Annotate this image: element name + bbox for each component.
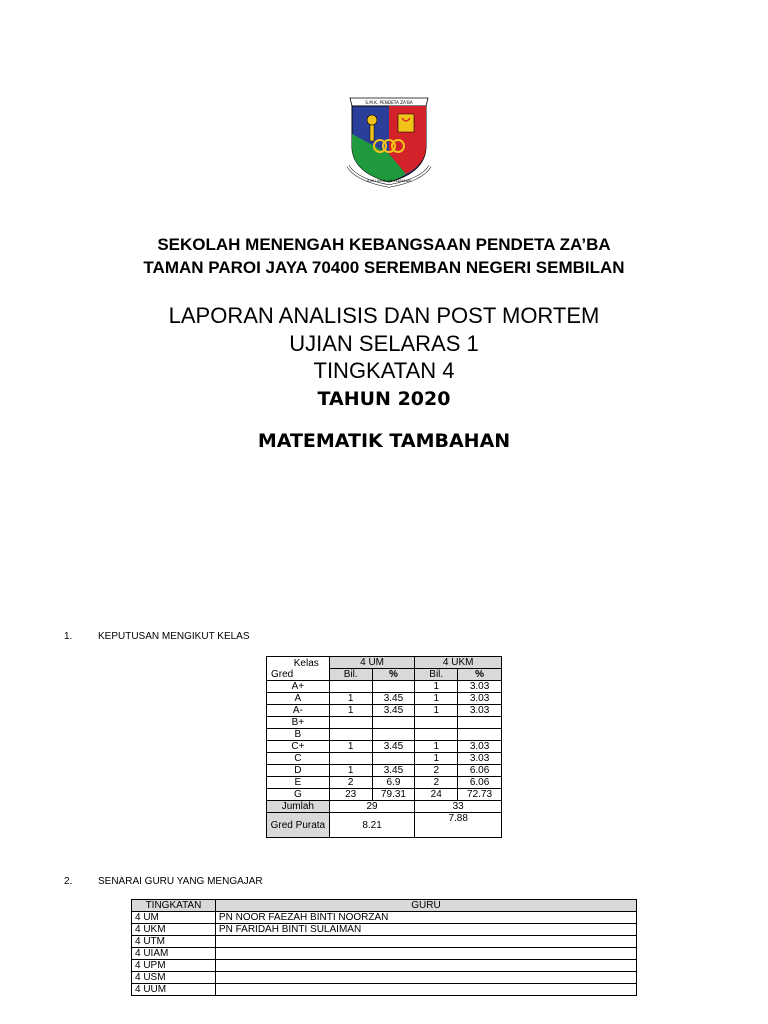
form-name: 4 UM xyxy=(132,912,216,924)
header-gred: Gred xyxy=(271,668,294,680)
class1-bil: 2 xyxy=(329,777,372,789)
teacher-name xyxy=(215,984,636,996)
grade-row xyxy=(267,741,502,753)
class2-pct: 72.73 xyxy=(458,789,502,801)
class1-pct xyxy=(372,681,415,693)
class2-pct xyxy=(458,717,502,729)
class2-pct: 3.03 xyxy=(458,681,502,693)
school-address-line2: TAMAN PAROI JAYA 70400 SEREMBAN NEGERI SEMBILAN xyxy=(143,258,625,277)
class1-bil xyxy=(329,681,372,693)
class1-pct xyxy=(372,753,415,765)
class1-pct xyxy=(372,717,415,729)
form-name: 4 UIAM xyxy=(132,948,216,960)
class1-pct: 3.45 xyxy=(372,741,415,753)
class1-pct: 3.45 xyxy=(372,765,415,777)
crest-motto-text: ILMU AMALAN KEJAYAAN xyxy=(367,179,411,183)
class2-pct-header: % xyxy=(458,669,502,681)
class2-bil: 1 xyxy=(415,753,458,765)
class2-bil: 24 xyxy=(415,789,458,801)
class2-pct: 3.03 xyxy=(458,693,502,705)
teacher-row xyxy=(132,972,637,984)
kelas-gred-header xyxy=(267,657,330,681)
teacher-name: PN NOOR FAEZAH BINTI NOORZAN xyxy=(215,912,636,924)
class1-bil: 23 xyxy=(329,789,372,801)
grade-label: E xyxy=(267,777,330,789)
form-name: 4 UKM xyxy=(132,924,216,936)
teachers-table xyxy=(131,899,637,996)
grade-label: A- xyxy=(267,705,330,717)
teacher-row xyxy=(132,924,637,936)
teacher-row xyxy=(132,912,637,924)
class1-pct xyxy=(372,729,415,741)
class2-pct: 6.06 xyxy=(458,777,502,789)
class1-pct-header: % xyxy=(372,669,415,681)
class1-bil xyxy=(329,717,372,729)
form-name: 4 USM xyxy=(132,972,216,984)
teacher-name xyxy=(215,948,636,960)
section1-title: KEPUTUSAN MENGIKUT KELAS xyxy=(98,631,250,642)
class2-bil: 2 xyxy=(415,765,458,777)
teacher-row xyxy=(132,960,637,972)
report-title-line1: LAPORAN ANALISIS DAN POST MORTEM xyxy=(168,303,600,328)
grade-row xyxy=(267,729,502,741)
grade-label: D xyxy=(267,765,330,777)
class1-bil xyxy=(329,729,372,741)
class1-bil: 1 xyxy=(329,693,372,705)
class2-bil-header: Bil. xyxy=(415,669,458,681)
class2-bil: 2 xyxy=(415,777,458,789)
class2-bil: 1 xyxy=(415,693,458,705)
teacher-name xyxy=(215,972,636,984)
teacher-row xyxy=(132,936,637,948)
form-name: 4 UUM xyxy=(132,984,216,996)
form-name: 4 UTM xyxy=(132,936,216,948)
report-subject: MATEMATIK TAMBAHAN xyxy=(257,430,511,452)
class1-header: 4 UM xyxy=(329,657,415,669)
gred-purata-row xyxy=(267,813,502,838)
col-tingkatan-header: TINGKATAN xyxy=(132,900,216,912)
crest-banner-text: S.M.K. PENDETA ZA'BA xyxy=(365,100,413,105)
grade-label: A+ xyxy=(267,681,330,693)
grade-row xyxy=(267,789,502,801)
class2-bil xyxy=(415,717,458,729)
class2-bil xyxy=(415,729,458,741)
class1-bil: 1 xyxy=(329,741,372,753)
report-year: TAHUN 2020 xyxy=(317,388,451,410)
grade-row xyxy=(267,765,502,777)
grade-label: C+ xyxy=(267,741,330,753)
report-title-line2: UJIAN SELARAS 1 xyxy=(289,331,479,356)
grade-label: G xyxy=(267,789,330,801)
class2-pct: 6.06 xyxy=(458,765,502,777)
class1-pct: 79.31 xyxy=(372,789,415,801)
teacher-name xyxy=(215,936,636,948)
school-name-line1: SEKOLAH MENENGAH KEBANGSAAN PENDETA ZA’BA xyxy=(157,235,611,254)
jumlah-label: Jumlah xyxy=(267,801,330,813)
class1-jumlah: 29 xyxy=(329,801,415,813)
class2-bil: 1 xyxy=(415,681,458,693)
grade-row xyxy=(267,777,502,789)
form-name: 4 UPM xyxy=(132,960,216,972)
class1-gred-purata: 8.21 xyxy=(329,813,415,838)
grade-row xyxy=(267,717,502,729)
class2-pct: 3.03 xyxy=(458,705,502,717)
teacher-name: PN FARIDAH BINTI SULAIMAN xyxy=(215,924,636,936)
class2-gred-purata: 7.88 xyxy=(415,813,502,838)
teacher-name xyxy=(215,960,636,972)
section1-number: 1. xyxy=(64,631,73,642)
teacher-row xyxy=(132,984,637,996)
section2-number: 2. xyxy=(64,876,73,887)
header-kelas: Kelas xyxy=(293,657,319,669)
grade-label: B+ xyxy=(267,717,330,729)
class2-pct: 3.03 xyxy=(458,741,502,753)
class1-pct: 6.9 xyxy=(372,777,415,789)
grade-label: C xyxy=(267,753,330,765)
grade-row xyxy=(267,753,502,765)
class2-bil: 1 xyxy=(415,705,458,717)
class1-bil-header: Bil. xyxy=(329,669,372,681)
class2-pct xyxy=(458,729,502,741)
school-crest-logo xyxy=(346,94,432,188)
gred-purata-label: Gred Purata xyxy=(267,813,330,838)
teacher-row xyxy=(132,948,637,960)
section2-title: SENARAI GURU YANG MENGAJAR xyxy=(98,876,263,887)
jumlah-row xyxy=(267,801,502,813)
col-guru-header: GURU xyxy=(215,900,636,912)
class1-pct: 3.45 xyxy=(372,693,415,705)
grade-label: A xyxy=(267,693,330,705)
grade-label: B xyxy=(267,729,330,741)
grade-row xyxy=(267,705,502,717)
grade-row xyxy=(267,693,502,705)
class2-header: 4 UKM xyxy=(415,657,502,669)
class1-bil xyxy=(329,753,372,765)
class2-jumlah: 33 xyxy=(415,801,502,813)
class1-pct: 3.45 xyxy=(372,705,415,717)
grade-row xyxy=(267,681,502,693)
class1-bil: 1 xyxy=(329,705,372,717)
class1-bil: 1 xyxy=(329,765,372,777)
class2-pct: 3.03 xyxy=(458,753,502,765)
class2-bil: 1 xyxy=(415,741,458,753)
report-title-line3: TINGKATAN 4 xyxy=(313,358,455,383)
results-by-class-table xyxy=(266,656,502,838)
